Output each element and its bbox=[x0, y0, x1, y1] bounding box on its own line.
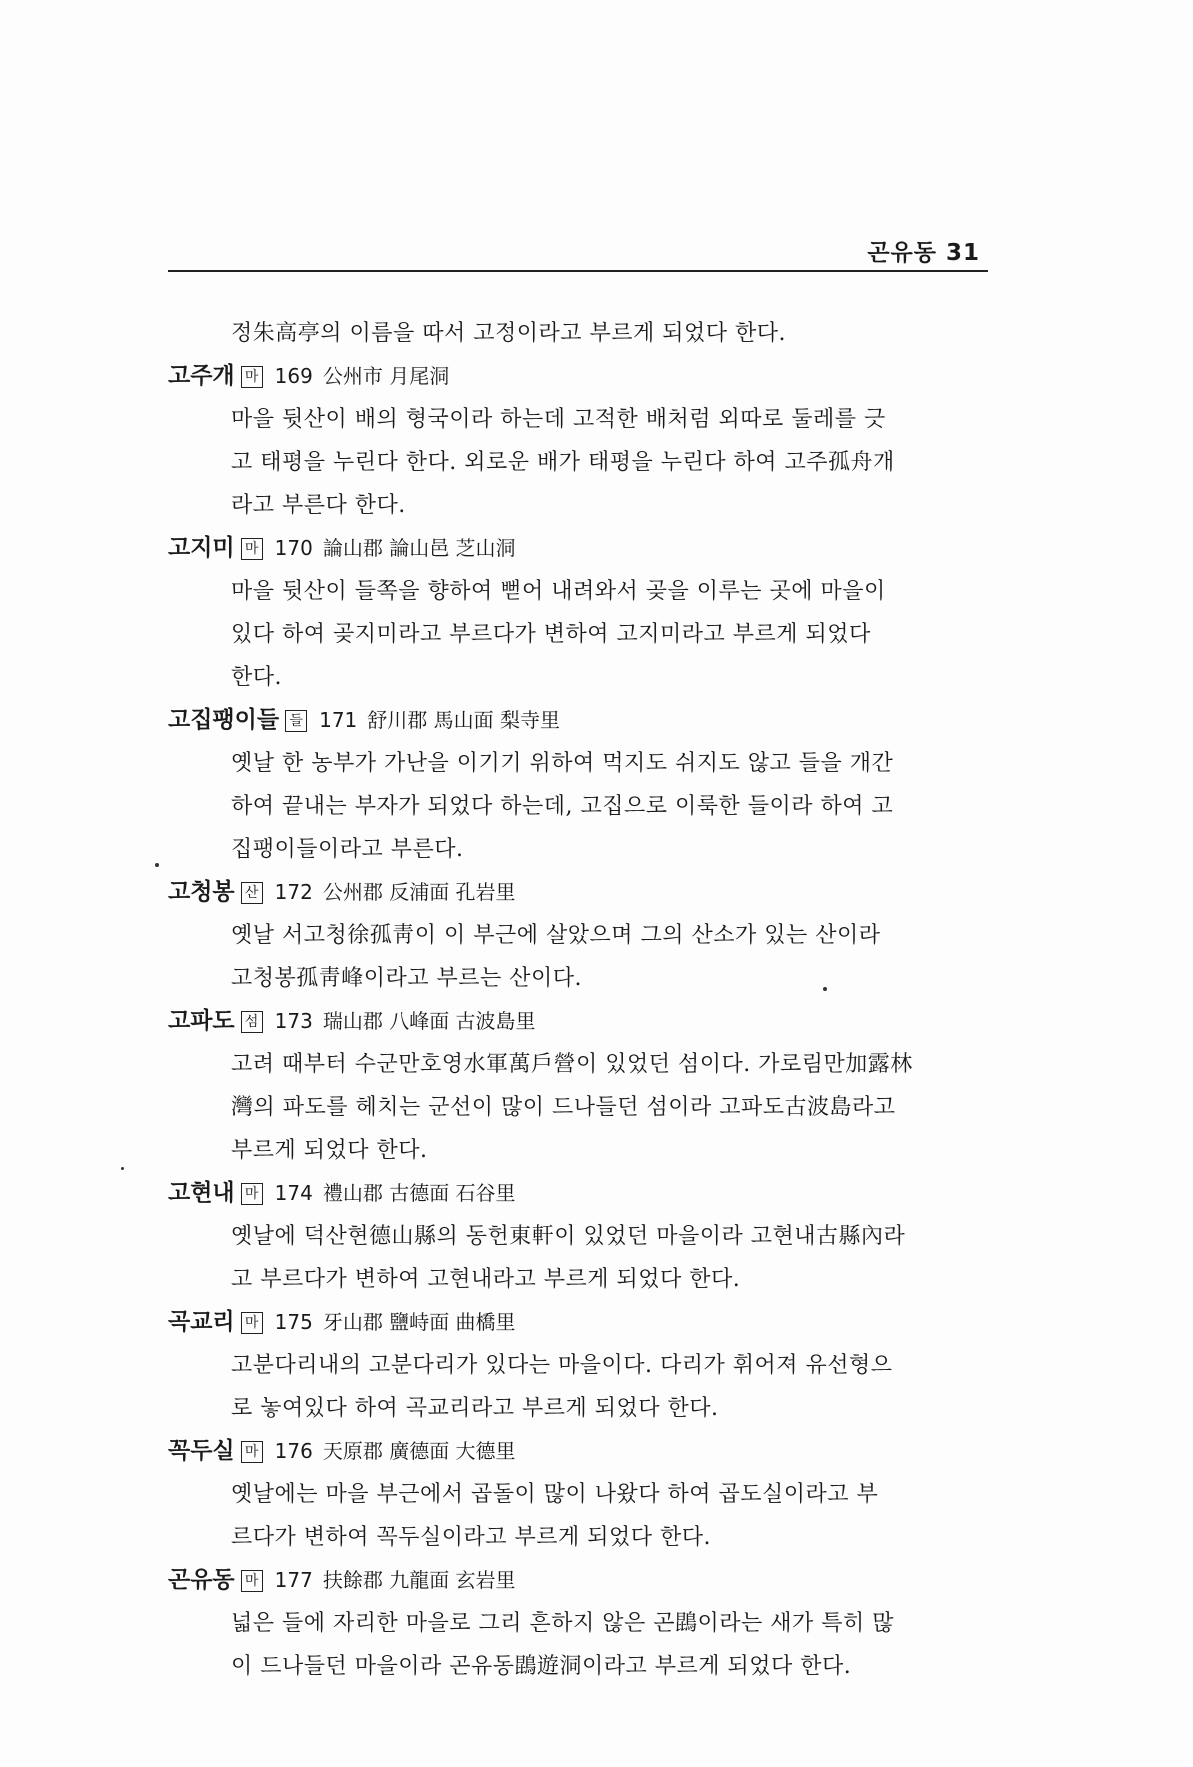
entry bbox=[168, 1301, 988, 1430]
entry-location: 公州郡 反浦面 孔岩里 bbox=[322, 880, 516, 904]
entry-heading bbox=[168, 1301, 988, 1344]
category-mark: 마 bbox=[241, 1183, 263, 1205]
entry-number: 175 bbox=[274, 1310, 313, 1334]
entry-location: 瑞山郡 八峰面 古波島里 bbox=[322, 1009, 536, 1033]
entry bbox=[168, 1172, 988, 1301]
category-mark: 마 bbox=[241, 1441, 263, 1463]
scan-speck bbox=[155, 863, 159, 867]
entry-location: 公州市 月尾洞 bbox=[322, 364, 450, 388]
entry-term: 곡교리 bbox=[168, 1309, 235, 1335]
entry-term: 꼭두실 bbox=[168, 1438, 235, 1464]
entry-text-line: 한다. bbox=[231, 665, 282, 690]
category-mark: 마 bbox=[241, 1312, 263, 1334]
entry-text-line: 라고 부른다 한다. bbox=[231, 493, 406, 518]
category-mark: 마 bbox=[241, 1570, 263, 1592]
entry-location: 舒川郡 馬山面 梨寺里 bbox=[367, 708, 560, 732]
entry-text-line: 넓은 들에 자리한 마을로 그리 흔하지 않은 곤鵾이라는 새가 특히 많 bbox=[231, 1611, 894, 1636]
category-mark: 마 bbox=[241, 538, 263, 560]
entry-term: 고청봉 bbox=[168, 879, 235, 905]
entry bbox=[168, 1000, 988, 1172]
entry-term: 고집팽이들 bbox=[168, 707, 280, 733]
entry-text-line: 고 부르다가 변하여 고현내라고 부르게 되었다 한다. bbox=[231, 1267, 741, 1292]
document-body bbox=[168, 312, 988, 1688]
entry-text-line: 고청봉孤靑峰이라고 부르는 산이다. bbox=[231, 966, 583, 991]
entry-location: 論山郡 論山邑 芝山洞 bbox=[322, 536, 516, 560]
entry bbox=[168, 699, 988, 871]
entry-text-line: 하여 끝내는 부자가 되었다 하는데, 고집으로 이룩한 들이라 하여 고 bbox=[231, 794, 894, 819]
entry-number: 169 bbox=[274, 364, 313, 388]
entry-list bbox=[168, 355, 988, 1688]
entry-text-line: 있다 하여 곶지미라고 부르다가 변하여 고지미라고 부르게 되었다 bbox=[231, 622, 871, 647]
page-header bbox=[168, 234, 988, 272]
entry-heading bbox=[168, 699, 988, 742]
entry-text-line: 마을 뒷산이 배의 형국이라 하는데 고적한 배처럼 외따로 둘레를 긋 bbox=[231, 407, 886, 432]
entry-heading bbox=[168, 527, 988, 570]
entry-text-line: 고 태평을 누린다 한다. 외로운 배가 태평을 누린다 하여 고주孤舟개 bbox=[231, 450, 895, 475]
entry-location: 扶餘郡 九龍面 玄岩里 bbox=[322, 1568, 516, 1592]
entry-heading bbox=[168, 355, 988, 398]
entry-text-line: 灣의 파도를 헤치는 군선이 많이 드나들던 섬이라 고파도古波島라고 bbox=[231, 1095, 896, 1120]
scan-speck bbox=[823, 987, 827, 991]
entry-term: 고파도 bbox=[168, 1008, 235, 1034]
entry-text-line: 고분다리내의 고분다리가 있다는 마을이다. 다리가 휘어져 유선형으 bbox=[231, 1353, 893, 1378]
category-mark: 산 bbox=[241, 882, 263, 904]
category-mark: 섬 bbox=[241, 1011, 263, 1033]
entry-text-line: 이 드나들던 마을이라 곤유동鵾遊洞이라고 부르게 되었다 한다. bbox=[231, 1654, 852, 1679]
intro-line: 정朱高亭의 이름을 따서 고정이라고 부르게 되었다 한다. bbox=[231, 321, 786, 346]
entry-number: 172 bbox=[274, 880, 313, 904]
entry-text-line: 집팽이들이라고 부른다. bbox=[231, 837, 464, 862]
entry-text-line: 마을 뒷산이 들쪽을 향하여 뻗어 내려와서 곶을 이루는 곳에 마을이 bbox=[231, 579, 886, 604]
entry-text-line: 고려 때부터 수군만호영水軍萬戶營이 있었던 섬이다. 가로림만加露林 bbox=[231, 1052, 913, 1077]
entry-term: 고지미 bbox=[168, 535, 235, 561]
entry-number: 174 bbox=[274, 1181, 313, 1205]
entry bbox=[168, 1559, 988, 1688]
entry-text-line: 르다가 변하여 꼭두실이라고 부르게 되었다 한다. bbox=[231, 1525, 712, 1550]
entry-text-line: 부르게 되었다 한다. bbox=[231, 1138, 428, 1163]
entry-number: 176 bbox=[274, 1439, 313, 1463]
entry-text-line: 옛날에 덕산현德山縣의 동헌東軒이 있었던 마을이라 고현내古縣內라 bbox=[231, 1224, 906, 1249]
entry bbox=[168, 1430, 988, 1559]
entry-term: 고주개 bbox=[168, 363, 235, 389]
entry-term: 곤유동 bbox=[168, 1567, 235, 1593]
scan-speck bbox=[121, 1167, 124, 1170]
running-head: 곤유동 31 bbox=[867, 240, 980, 266]
entry bbox=[168, 355, 988, 527]
entry-heading bbox=[168, 1559, 988, 1602]
entry-heading bbox=[168, 1172, 988, 1215]
entry-location: 牙山郡 鹽峙面 曲橋里 bbox=[322, 1310, 516, 1334]
entry-number: 173 bbox=[274, 1009, 313, 1033]
entry-number: 171 bbox=[319, 708, 358, 732]
entry-text-line: 로 놓여있다 하여 곡교리라고 부르게 되었다 한다. bbox=[231, 1396, 719, 1421]
entry-text-line: 옛날 서고청徐孤靑이 이 부근에 살았으며 그의 산소가 있는 산이라 bbox=[231, 923, 881, 948]
entry-heading bbox=[168, 1000, 988, 1043]
category-mark: 마 bbox=[241, 366, 263, 388]
category-mark: 들 bbox=[285, 710, 307, 732]
entry-number: 170 bbox=[274, 536, 313, 560]
entry-heading bbox=[168, 871, 988, 914]
entry-text-line: 옛날 한 농부가 가난을 이기기 위하여 먹지도 쉬지도 않고 들을 개간 bbox=[231, 751, 894, 776]
entry-text-line: 옛날에는 마을 부근에서 곱돌이 많이 나왔다 하여 곱도실이라고 부 bbox=[231, 1482, 879, 1507]
entry-term: 고현내 bbox=[168, 1180, 235, 1206]
entry-heading bbox=[168, 1430, 988, 1473]
entry-location: 天原郡 廣德面 大德里 bbox=[322, 1439, 516, 1463]
entry bbox=[168, 871, 988, 1000]
entry-location: 禮山郡 古德面 石谷里 bbox=[322, 1181, 516, 1205]
entry bbox=[168, 527, 988, 699]
entry-number: 177 bbox=[274, 1568, 313, 1592]
